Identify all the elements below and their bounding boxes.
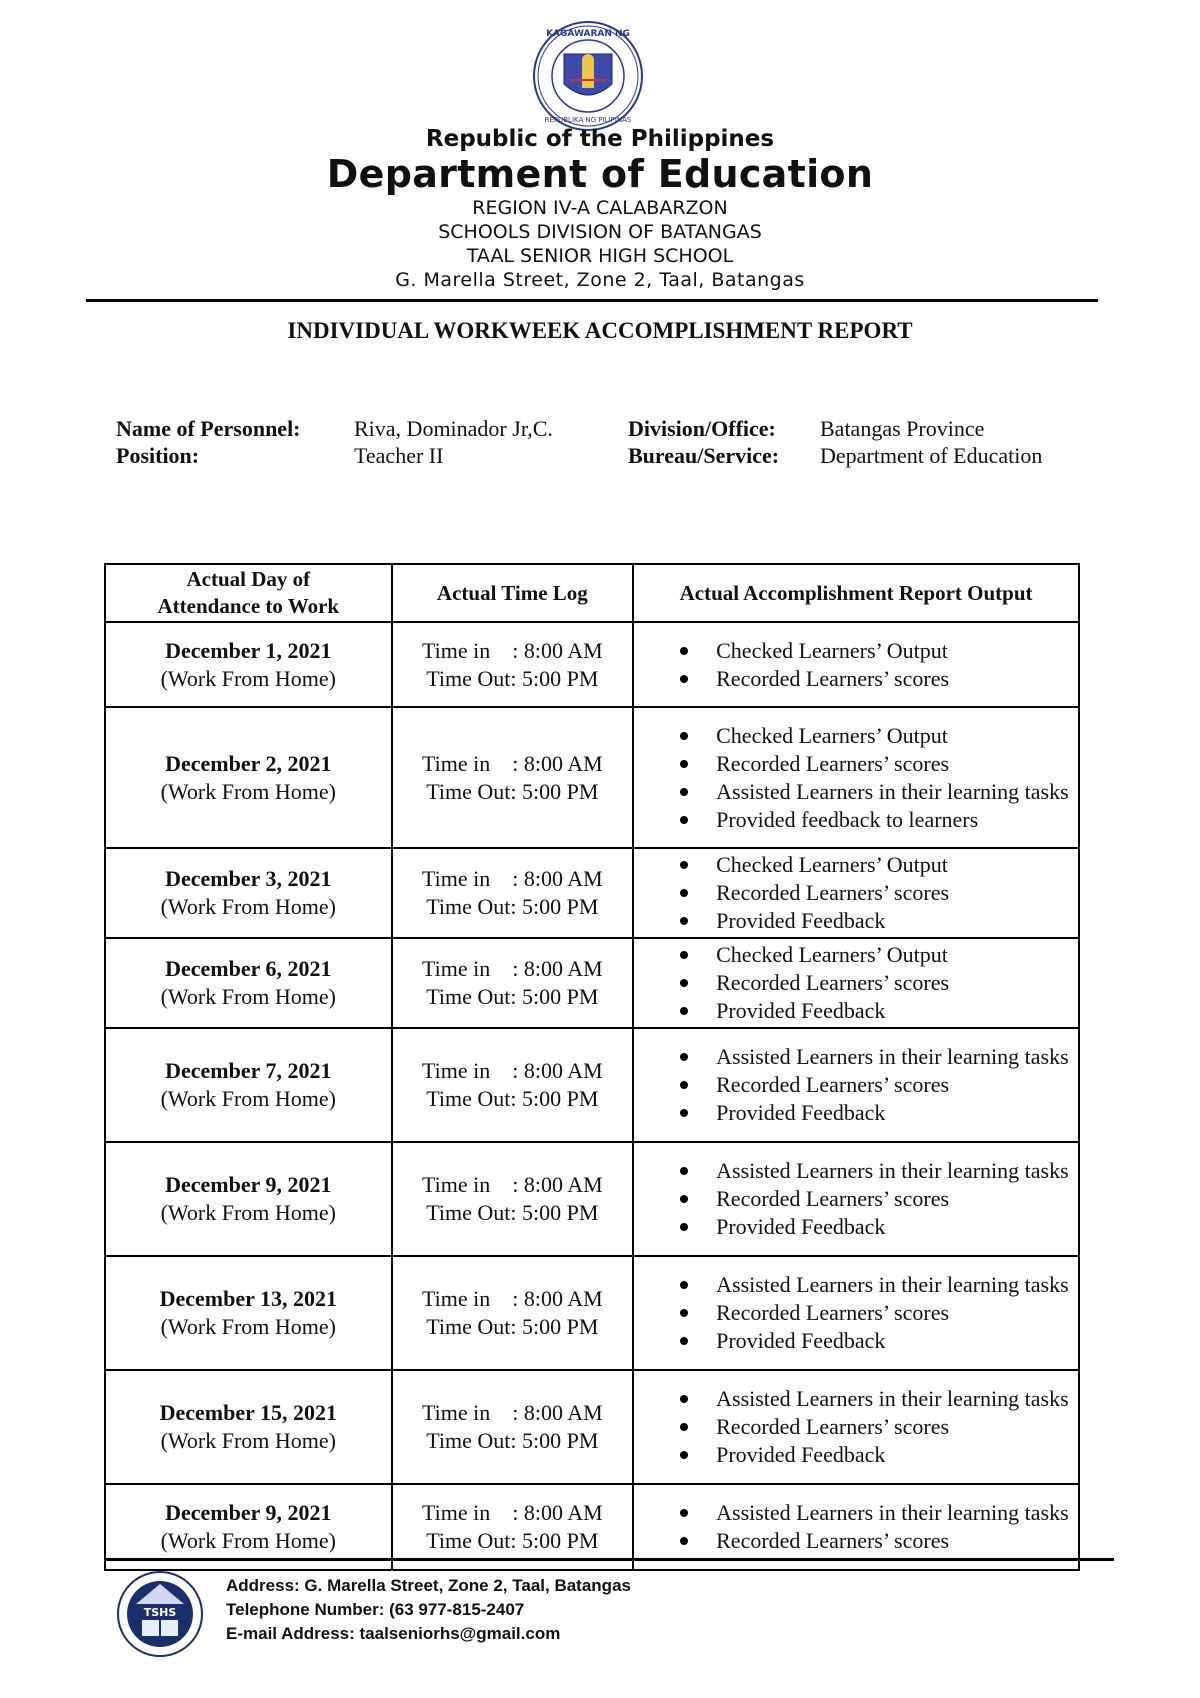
time-in: Time in : 8:00 AM xyxy=(421,637,603,663)
time-out: Time Out: 5:00 PM xyxy=(426,1428,599,1453)
header-division: SCHOOLS DIVISION OF BATANGAS xyxy=(438,221,762,243)
table-row xyxy=(105,622,1079,707)
header-day: Actual Day of Attendance to Work xyxy=(105,564,392,622)
output-list xyxy=(634,635,1078,695)
header-republic: Republic of the Philippines xyxy=(425,126,775,152)
work-mode: (Work From Home) xyxy=(160,665,336,691)
table-row xyxy=(105,1028,1079,1142)
cell-day xyxy=(105,1370,392,1484)
cell-day xyxy=(105,1028,392,1142)
output-item: Assisted Learners in their learning tasks xyxy=(716,778,1078,806)
work-mode: (Work From Home) xyxy=(160,1314,336,1339)
time-out: Time Out: 5:00 PM xyxy=(426,1086,599,1111)
output-item: Checked Learners’ Output xyxy=(716,941,1078,969)
time-out: Time Out: 5:00 PM xyxy=(426,894,599,919)
attendance-date: December 15, 2021 xyxy=(159,1400,337,1425)
output-list xyxy=(634,939,1078,1027)
work-mode: (Work From Home) xyxy=(160,1200,336,1225)
table-row xyxy=(105,938,1079,1028)
attendance-date: December 3, 2021 xyxy=(165,866,332,891)
table-row xyxy=(105,707,1079,848)
name-label: Name of Personnel: xyxy=(116,416,301,441)
output-item: Recorded Learners’ scores xyxy=(716,665,1078,693)
table-row xyxy=(105,848,1079,938)
cell-day xyxy=(105,1142,392,1256)
bureau-label: Bureau/Service: xyxy=(628,443,780,468)
cell-output xyxy=(633,848,1079,938)
output-item: Recorded Learners’ scores xyxy=(716,1413,1078,1441)
work-mode: (Work From Home) xyxy=(160,778,336,804)
time-out: Time Out: 5:00 PM xyxy=(426,984,599,1009)
time-in: Time in : 8:00 AM xyxy=(421,1400,603,1425)
output-list xyxy=(634,849,1078,937)
cell-day xyxy=(105,938,392,1028)
work-mode: (Work From Home) xyxy=(160,1428,336,1453)
output-item: Assisted Learners in their learning tasks xyxy=(716,1043,1078,1071)
footer-email: E-mail Address: taalseniorhs@gmail.com xyxy=(226,1624,561,1643)
header-output: Actual Accomplishment Report Output xyxy=(633,564,1079,622)
attendance-date: December 13, 2021 xyxy=(159,1286,337,1311)
output-item: Checked Learners’ Output xyxy=(716,722,1078,750)
output-item: Recorded Learners’ scores xyxy=(716,1071,1078,1099)
attendance-date: December 7, 2021 xyxy=(165,1058,332,1083)
header-divider xyxy=(86,299,1098,302)
output-item: Checked Learners’ Output xyxy=(716,637,1078,665)
tshs-logo xyxy=(116,1568,204,1664)
output-item: Assisted Learners in their learning tasks xyxy=(716,1499,1078,1527)
time-in: Time in : 8:00 AM xyxy=(421,1286,603,1311)
time-out: Time Out: 5:00 PM xyxy=(426,665,599,691)
footer-telephone: Telephone Number: (63 977-815-2407 xyxy=(226,1600,525,1619)
time-out: Time Out: 5:00 PM xyxy=(426,1314,599,1339)
cell-time-log xyxy=(392,848,634,938)
work-mode: (Work From Home) xyxy=(160,1086,336,1111)
output-item: Provided Feedback xyxy=(716,1327,1078,1355)
deped-seal-logo xyxy=(532,20,644,132)
output-list xyxy=(634,720,1078,836)
cell-output xyxy=(633,1028,1079,1142)
time-in: Time in : 8:00 AM xyxy=(421,1172,603,1197)
output-item: Recorded Learners’ scores xyxy=(716,750,1078,778)
output-item: Recorded Learners’ scores xyxy=(716,1527,1078,1555)
time-in: Time in : 8:00 AM xyxy=(421,866,603,891)
attendance-date: December 9, 2021 xyxy=(165,1500,332,1525)
svg-text:REPUBLIKA NG PILIPINAS: REPUBLIKA NG PILIPINAS xyxy=(544,116,632,124)
name-value: Riva, Dominador Jr,C. xyxy=(354,416,553,441)
footer-address: Address: G. Marella Street, Zone 2, Taal, Batangas xyxy=(226,1576,631,1595)
attendance-date: December 6, 2021 xyxy=(165,956,332,981)
output-item: Assisted Learners in their learning tasks xyxy=(716,1271,1078,1299)
output-list xyxy=(634,1269,1078,1357)
work-mode: (Work From Home) xyxy=(160,894,336,919)
attendance-date: December 1, 2021 xyxy=(165,637,332,663)
cell-time-log xyxy=(392,1256,634,1370)
output-item: Recorded Learners’ scores xyxy=(716,879,1078,907)
table-header-row xyxy=(105,564,1079,622)
header-region: REGION IV-A CALABARZON xyxy=(472,197,728,219)
output-item: Provided Feedback xyxy=(716,997,1078,1025)
time-in: Time in : 8:00 AM xyxy=(421,1500,603,1525)
cell-output xyxy=(633,1256,1079,1370)
cell-output xyxy=(633,622,1079,707)
svg-text:TSHS: TSHS xyxy=(143,1606,177,1619)
output-item: Provided Feedback xyxy=(716,1441,1078,1469)
time-out: Time Out: 5:00 PM xyxy=(426,1200,599,1225)
cell-output xyxy=(633,1142,1079,1256)
cell-time-log xyxy=(392,1142,634,1256)
division-label: Division/Office: xyxy=(628,416,776,441)
cell-time-log xyxy=(392,938,634,1028)
output-item: Recorded Learners’ scores xyxy=(716,1299,1078,1327)
table-row xyxy=(105,1370,1079,1484)
report-title: INDIVIDUAL WORKWEEK ACCOMPLISHMENT REPORT xyxy=(287,318,913,343)
output-list xyxy=(634,1383,1078,1471)
time-in: Time in : 8:00 AM xyxy=(421,750,603,776)
output-list xyxy=(634,1041,1078,1129)
cell-time-log xyxy=(392,1370,634,1484)
table-row xyxy=(105,1256,1079,1370)
cell-time-log xyxy=(392,707,634,848)
cell-output xyxy=(633,938,1079,1028)
output-item: Provided Feedback xyxy=(716,1213,1078,1241)
table-row xyxy=(105,1142,1079,1256)
output-item: Provided Feedback xyxy=(716,1099,1078,1127)
output-item: Recorded Learners’ scores xyxy=(716,969,1078,997)
position-label: Position: xyxy=(116,443,200,468)
attendance-date: December 9, 2021 xyxy=(165,1172,332,1197)
position-value: Teacher II xyxy=(354,443,444,468)
output-item: Assisted Learners in their learning tasks xyxy=(716,1385,1078,1413)
svg-text:KAGAWARAN NG: KAGAWARAN NG xyxy=(546,29,630,39)
time-out: Time Out: 5:00 PM xyxy=(426,778,599,804)
output-item: Assisted Learners in their learning tasks xyxy=(716,1157,1078,1185)
bureau-value: Department of Education xyxy=(820,443,1043,468)
attendance-date: December 2, 2021 xyxy=(165,750,332,776)
output-list xyxy=(634,1497,1078,1557)
output-item: Provided feedback to learners xyxy=(716,806,1078,834)
header-address: G. Marella Street, Zone 2, Taal, Batangas xyxy=(395,269,805,291)
cell-time-log xyxy=(392,622,634,707)
cell-output xyxy=(633,1370,1079,1484)
cell-time-log xyxy=(392,1028,634,1142)
cell-day xyxy=(105,707,392,848)
division-value: Batangas Province xyxy=(820,416,985,441)
output-item: Provided Feedback xyxy=(716,907,1078,935)
output-item: Recorded Learners’ scores xyxy=(716,1185,1078,1213)
header-department: Department of Education xyxy=(326,152,874,196)
cell-day xyxy=(105,622,392,707)
footer-divider xyxy=(104,1558,1114,1561)
time-out: Time Out: 5:00 PM xyxy=(426,1528,599,1553)
output-item: Checked Learners’ Output xyxy=(716,851,1078,879)
cell-output xyxy=(633,707,1079,848)
accomplishment-table xyxy=(104,563,1080,1571)
output-list xyxy=(634,1155,1078,1243)
time-in: Time in : 8:00 AM xyxy=(421,956,603,981)
header-time: Actual Time Log xyxy=(392,564,634,622)
cell-day xyxy=(105,1256,392,1370)
header-school: TAAL SENIOR HIGH SCHOOL xyxy=(466,245,734,267)
cell-day xyxy=(105,848,392,938)
work-mode: (Work From Home) xyxy=(160,984,336,1009)
time-in: Time in : 8:00 AM xyxy=(421,1058,603,1083)
work-mode: (Work From Home) xyxy=(160,1528,336,1553)
